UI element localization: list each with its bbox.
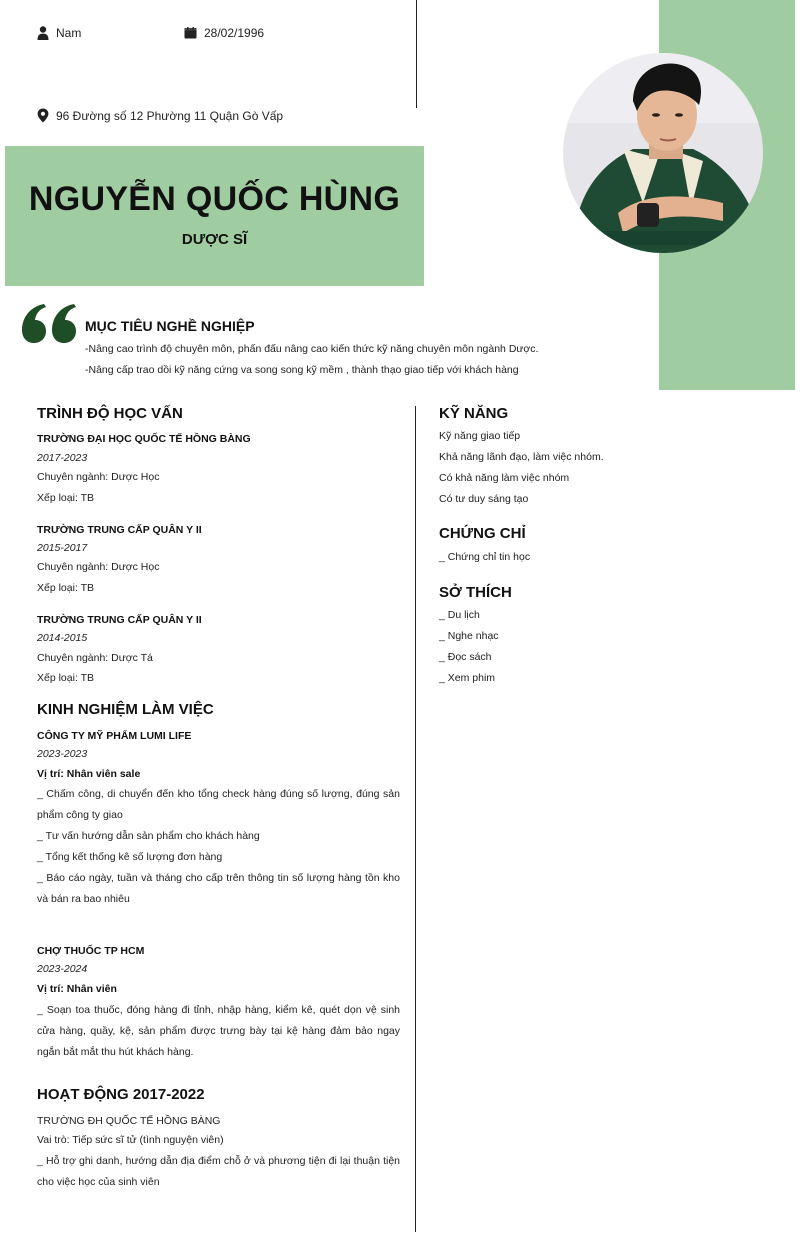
gender-row <box>37 26 81 40</box>
education-years: 2017-2023 <box>37 452 88 464</box>
skill-item: Có khả năng làm việc nhóm <box>439 472 570 484</box>
job-duty: _ Báo cáo ngày, tuần và tháng cho cấp trên thông tin số lượng hàng tồn kho và bán ra bao nhiêu <box>37 872 400 905</box>
skill-item: Có tư duy sáng tạo <box>439 493 529 505</box>
job-duty: _ Soạn toa thuốc, đóng hàng đi tỉnh, nhập hàng, kiểm kê, quét dọn vệ sinh cửa hàng, quầy, kệ, sản phẩm được trưng bày tại kệ hàng đảm bảo ngay ngắn bắt mắt thu hút khách hàng. <box>37 1004 400 1058</box>
objective-title: MỤC TIÊU NGHỀ NGHIỆP <box>85 318 255 334</box>
education-grade: Xếp loại: TB <box>37 492 95 504</box>
activity-org: TRƯỜNG ĐH QUỐC TẾ HỒNG BÀNG <box>37 1115 221 1127</box>
hobbies-title: SỞ THÍCH <box>439 584 512 601</box>
job-position: Vị trí: Nhân viên sale <box>37 768 141 780</box>
person-icon <box>37 26 49 40</box>
education-major: Chuyên ngành: Dược Học <box>37 561 160 573</box>
job-duty: _ Chấm công, di chuyển đến kho tổng check hàng đúng số lượng, đúng sản phẩm công ty giao <box>37 788 400 821</box>
job-duty: _ Tổng kết thống kê số lượng đơn hàng <box>37 851 223 863</box>
gender-value: Nam <box>56 26 82 40</box>
job-years: 2023-2024 <box>37 963 88 975</box>
activity-desc: _ Hỗ trợ ghi danh, hướng dẫn địa điểm chỗ ở và phương tiện đi lại thuận tiện cho việc học của sinh viên <box>37 1155 400 1188</box>
objective-line-2: -Nâng cấp trao dồi kỹ năng cứng va song song kỹ mềm , thành thạo giao tiếp với khách hàng <box>85 364 519 376</box>
education-years: 2015-2017 <box>37 542 88 554</box>
hobby-item: _ Đọc sách <box>439 651 492 663</box>
education-major: Chuyên ngành: Dược Tá <box>37 652 153 664</box>
education-grade: Xếp loại: TB <box>37 582 95 594</box>
birthdate-value: 28/02/1996 <box>204 26 265 40</box>
job-duty: _ Tư vấn hướng dẫn sản phẩm cho khách hàng <box>37 830 260 842</box>
education-major: Chuyên ngành: Dược Học <box>37 471 160 483</box>
address-value: 96 Đường số 12 Phường 11 Quận Gò Vấp <box>56 108 284 123</box>
map-pin-icon <box>37 108 49 123</box>
education-school: TRƯỜNG TRUNG CẤP QUÂN Y II <box>37 524 202 536</box>
skill-item: Khả năng lãnh đạo, làm việc nhóm. <box>439 451 604 463</box>
activities-title: HOẠT ĐỘNG 2017-2022 <box>37 1086 205 1103</box>
activity-role: Vai trò: Tiếp sức sĩ tử (tình nguyện viên) <box>37 1134 224 1146</box>
education-title: TRÌNH ĐỘ HỌC VẤN <box>37 405 183 422</box>
hobby-item: _ Xem phim <box>439 672 496 684</box>
education-grade: Xếp loại: TB <box>37 672 95 684</box>
birthdate-row <box>184 26 264 40</box>
job-company: CÔNG TY MỸ PHẨM LUMI LIFE <box>37 730 192 742</box>
full-name: NGUYỄN QUỐC HÙNG <box>28 180 401 218</box>
name-banner <box>5 146 424 286</box>
job-position: Vị trí: Nhân viên <box>37 983 117 995</box>
profile-photo <box>563 53 763 253</box>
job-title: DƯỢC SĨ <box>181 231 248 248</box>
hobby-item: _ Du lịch <box>439 609 480 621</box>
hobby-item: _ Nghe nhạc <box>439 630 499 642</box>
quote-icon <box>20 302 78 344</box>
education-school: TRƯỜNG ĐẠI HỌC QUỐC TẾ HỒNG BÀNG <box>37 433 251 445</box>
header-divider <box>416 0 417 108</box>
certificates-title: CHỨNG CHỈ <box>439 525 526 542</box>
certificate-item: _ Chứng chỉ tin học <box>439 551 531 563</box>
education-school: TRƯỜNG TRUNG CẤP QUÂN Y II <box>37 614 202 626</box>
education-years: 2014-2015 <box>37 632 88 644</box>
experience-title: KINH NGHIỆM LÀM VIỆC <box>37 701 214 718</box>
skills-title: KỸ NĂNG <box>439 405 509 422</box>
job-years: 2023-2023 <box>37 748 88 760</box>
job-company: CHỢ THUỐC TP HCM <box>37 945 145 957</box>
objective-line-1: -Nâng cao trình độ chuyên môn, phấn đấu nâng cao kiến thức kỹ năng chuyên môn ngành Dược. <box>85 343 539 355</box>
calendar-icon <box>184 27 197 39</box>
address-row <box>37 108 283 123</box>
skill-item: Kỹ năng giao tiếp <box>439 430 521 442</box>
column-divider <box>415 406 416 1232</box>
